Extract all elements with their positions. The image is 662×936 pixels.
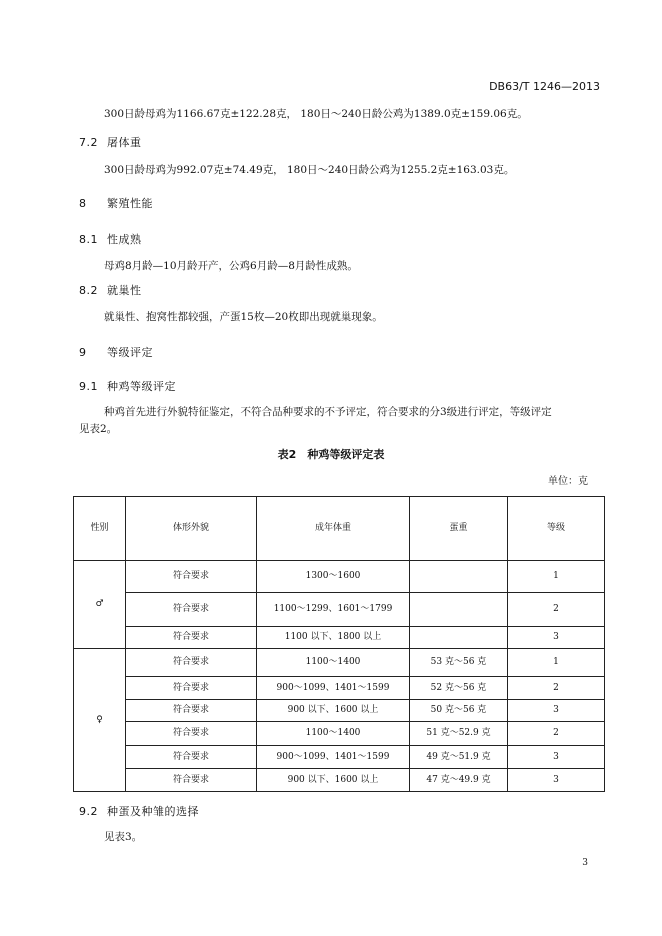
page-number: 3 <box>582 858 588 868</box>
section-9-2-heading <box>79 803 199 819</box>
table-cell <box>410 627 508 649</box>
table-cell: 3 <box>508 627 605 649</box>
table-cell <box>410 593 508 627</box>
table-cell: 1100～1299、1601～1799 <box>257 593 410 627</box>
carcass-weight-text: 300日龄母鸡为992.07克±74.49克， 180日～240日龄公鸡为1255.2克±163.03克。 <box>104 164 515 176</box>
table-row <box>74 561 605 593</box>
table-cell: 3 <box>508 769 605 792</box>
section-number: 9 <box>79 346 87 359</box>
male-symbol-cell: ♂ <box>74 561 126 649</box>
table-cell: 1100 以下、1800 以上 <box>257 627 410 649</box>
grading-text-line-1: 种鸡首先进行外貌特征鉴定，不符合品种要求的不予评定，符合要求的分3级进行评定，等级评定 <box>104 406 552 418</box>
section-9-1-heading <box>79 378 176 394</box>
section-number: 8.1 <box>79 233 98 246</box>
grading-table <box>73 496 605 792</box>
section-title: 就巢性 <box>107 284 142 297</box>
document-code: DB63/T 1246—2013 <box>489 80 600 93</box>
header-cell: 成年体重 <box>257 497 410 561</box>
table-cell: 1 <box>508 561 605 593</box>
table-cell: 900 以下、1600 以上 <box>257 769 410 792</box>
table-cell: 符合要求 <box>126 746 257 769</box>
broodiness-text: 就巢性、抱窝性都较强，产蛋15枚—20枚即出现就巢现象。 <box>104 311 383 323</box>
table-cell: 51 克～52.9 克 <box>410 722 508 746</box>
section-title: 种蛋及种雏的选择 <box>107 805 199 818</box>
table-unit: 单位：克 <box>548 476 588 487</box>
live-weight-text: 300日龄母鸡为1166.67克±122.28克， 180日～240日龄公鸡为1389.0克±159.06克。 <box>104 108 528 120</box>
table-row <box>74 677 605 700</box>
table-row <box>74 746 605 769</box>
header-cell: 性别 <box>74 497 126 561</box>
table-cell: 53 克～56 克 <box>410 649 508 677</box>
table-header-row <box>74 497 605 561</box>
header-cell: 体形外貌 <box>126 497 257 561</box>
section-number: 8 <box>79 197 87 210</box>
section-number: 9.2 <box>79 805 98 818</box>
table-cell: 47 克～49.9 克 <box>410 769 508 792</box>
table-cell: 2 <box>508 593 605 627</box>
table-cell: 49 克～51.9 克 <box>410 746 508 769</box>
table-cell: 符合要求 <box>126 722 257 746</box>
table-row <box>74 769 605 792</box>
section-7-2-heading <box>79 134 142 150</box>
table-cell: 符合要求 <box>126 700 257 722</box>
grading-text-line-2: 见表2。 <box>79 423 118 435</box>
section-9-heading <box>79 344 153 360</box>
table-cell: 900 以下、1600 以上 <box>257 700 410 722</box>
table-cell: 符合要求 <box>126 649 257 677</box>
section-title: 种鸡等级评定 <box>107 380 176 393</box>
table-row <box>74 722 605 746</box>
section-number: 9.1 <box>79 380 98 393</box>
table-row <box>74 649 605 677</box>
table-row <box>74 627 605 649</box>
see-table-3-text: 见表3。 <box>104 831 143 843</box>
table-cell: 3 <box>508 700 605 722</box>
section-number: 7.2 <box>79 136 98 149</box>
section-title: 繁殖性能 <box>107 197 153 210</box>
table-cell: 符合要求 <box>126 627 257 649</box>
section-8-1-heading <box>79 231 142 247</box>
female-symbol-cell: ♀ <box>74 649 126 792</box>
table-cell: 1 <box>508 649 605 677</box>
table-cell: 符合要求 <box>126 593 257 627</box>
section-title: 屠体重 <box>107 136 142 149</box>
table-cell: 2 <box>508 677 605 700</box>
header-cell: 蛋重 <box>410 497 508 561</box>
table-cell: 符合要求 <box>126 561 257 593</box>
table-caption: 表2 种鸡等级评定表 <box>277 448 385 461</box>
sexual-maturity-text: 母鸡8月龄—10月龄开产，公鸡6月龄—8月龄性成熟。 <box>104 260 358 272</box>
section-title: 性成熟 <box>107 233 142 246</box>
section-8-2-heading <box>79 282 142 298</box>
table-cell: 50 克～56 克 <box>410 700 508 722</box>
table-cell: 900～1099、1401～1599 <box>257 677 410 700</box>
table-cell: 1300～1600 <box>257 561 410 593</box>
table-cell: 1100～1400 <box>257 649 410 677</box>
table-cell <box>410 561 508 593</box>
table-cell: 52 克～56 克 <box>410 677 508 700</box>
table-row <box>74 700 605 722</box>
table-cell: 符合要求 <box>126 769 257 792</box>
table-cell: 1100～1400 <box>257 722 410 746</box>
header-cell: 等级 <box>508 497 605 561</box>
section-number: 8.2 <box>79 284 98 297</box>
table-cell: 2 <box>508 722 605 746</box>
section-8-heading <box>79 195 153 211</box>
table-cell: 3 <box>508 746 605 769</box>
section-title: 等级评定 <box>107 346 153 359</box>
table-row <box>74 593 605 627</box>
table-cell: 900～1099、1401～1599 <box>257 746 410 769</box>
table-cell: 符合要求 <box>126 677 257 700</box>
